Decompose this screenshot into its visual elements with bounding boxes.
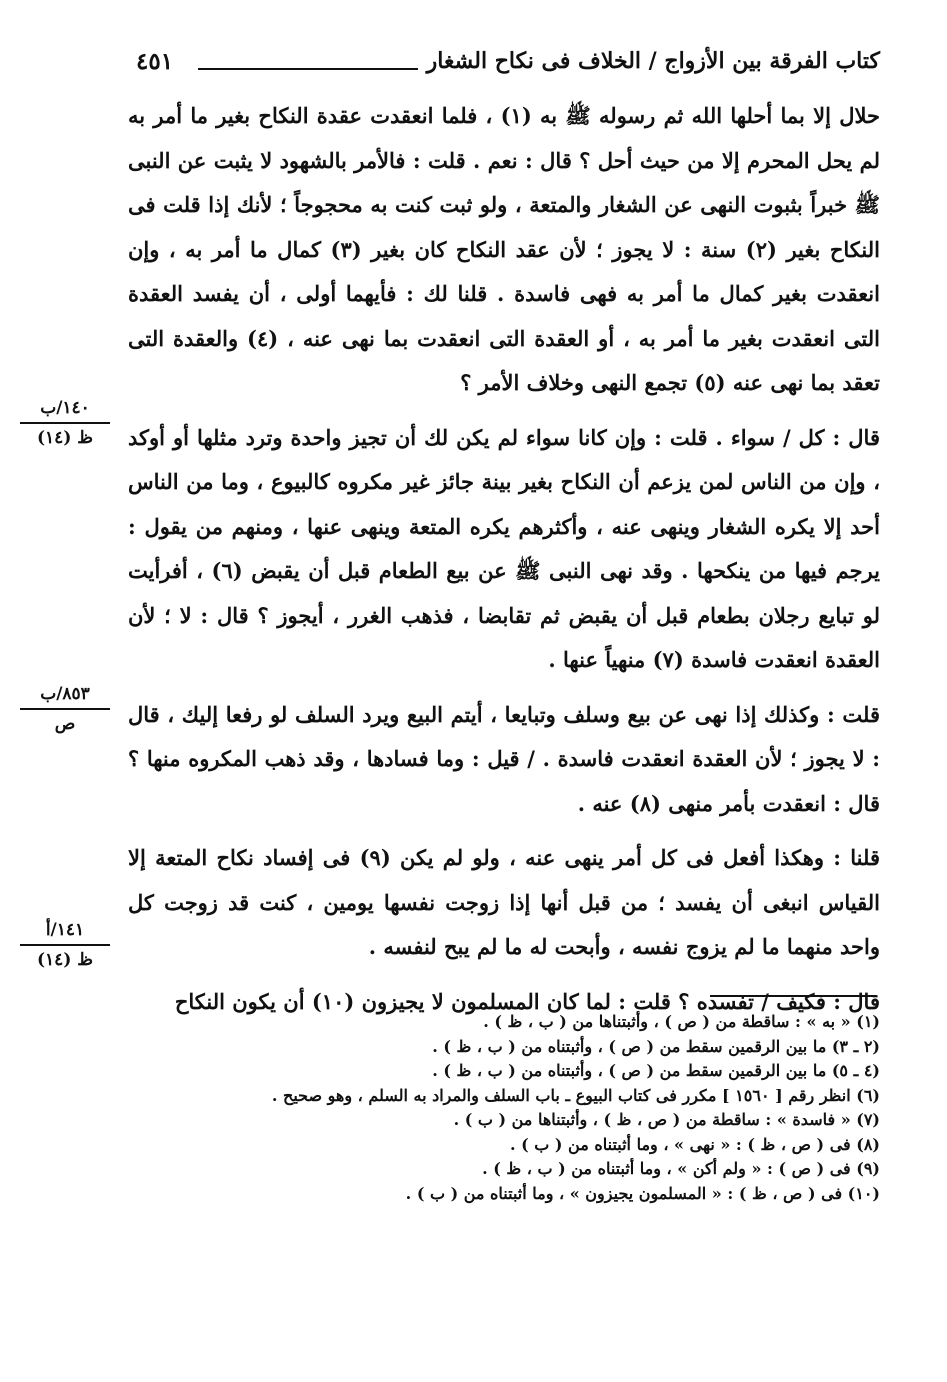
footnote: (٩) فى ( ص ) : « ولم أكن » ، وما أثبتناه من ( ب ، ظ ) . bbox=[482, 1159, 880, 1178]
folio-ref: ٨٥٣/ب bbox=[20, 682, 110, 710]
manuscript-folio-note bbox=[20, 396, 110, 450]
footnotes bbox=[150, 1010, 880, 1206]
page-header bbox=[120, 44, 880, 84]
footnote: (٢ ـ ٣) ما بين الرقمين سقط من ( ص ) ، وأثبتناه من ( ب ، ظ ) . bbox=[432, 1036, 880, 1056]
footnote-separator bbox=[710, 995, 876, 997]
manuscript-folio-note bbox=[20, 918, 110, 972]
paragraph: قلت : وكذلك إذا نهى عن بيع وسلف وتبايعا ، أيتم البيع ويرد السلف لو رفعا إليك ، قال : لا يجوز ؛ لأن العقدة انعقدت فاسدة . / قيل : وما فسادها ، وقد ذهب المكروه منها ؟ قال : انعقدت بأمر منهى (٨) عنه . bbox=[128, 701, 880, 816]
footnote: (٧) « فاسدة » : ساقطة من ( ص ، ظ ) ، وأثبتناها من ( ب ) . bbox=[453, 1110, 880, 1129]
footnote: (١٠) فى ( ص ، ظ ) : « المسلمون يجيزون » ، وما أثبتناه من ( ب ) . bbox=[405, 1183, 880, 1203]
footnote: (٤ ـ ٥) ما بين الرقمين سقط من ( ص ) ، وأثبتناه من ( ب ، ظ ) . bbox=[432, 1061, 880, 1080]
header-rule bbox=[198, 68, 418, 70]
footnote: (٦) انظر رقم [ ١٥٦٠ ] مكرر فى كتاب البيوع ـ باب السلف والمراد به السلم ، وهو صحيح . bbox=[271, 1085, 880, 1105]
manuscript-folio-note bbox=[20, 682, 110, 736]
paragraph: قال : فكيف / تفسده ؟ قلت : لما كان المسلمون لا يجيزون (١٠) أن يكون النكاح bbox=[174, 988, 880, 1014]
paragraph: قال : كل / سواء . قلت : وإن كانا سواء لم يكن لك أن تجيز واحدة وترد مثلها أو أوكد ، وإن من الناس لمن يزعم أن النكاح بغير بينة جائز غير مكروه كالبيوع ، وما من الناس أحد إلا يكره الشغار وينهى عنه ، وأكثرهم يكره المتعة وينهى عنها ، ومنهم من يقول : يرجم فيها من ينكحها . وقد نهى النبى ﷺ عن بيع الطعام قبل أن يقبض (٦) ، أفرأيت لو تبايع رجلان بطعام قبل أن يقبض ثم تقابضا ، فذهب الغرر ، أيجوز ؟ قال : لا ؛ لأن العقدة انعقدت فاسدة (٧) منهياً عنها . bbox=[128, 424, 880, 672]
running-title: كتاب الفرقة بين الأزواج / الخلاف فى نكاح الشغار bbox=[426, 48, 880, 74]
manuscript-siglum: ص bbox=[54, 714, 76, 734]
paragraph: قلنا : وهكذا أفعل فى كل أمر ينهى عنه ، ولو لم يكن (٩) فى إفساد نكاح المتعة إلا القياس انبغى أن يفسد ؛ من قبل أنها إذا زوجت نفسها يومين ، كنت قد زوجت كل واحد منهما ما لم يزوج نفسه ، وأبحت له ما لم يبح لنفسه . bbox=[128, 845, 881, 959]
footnote: (٨) فى ( ص ، ظ ) : « نهى » ، وما أثبتناه من ( ب ) . bbox=[509, 1134, 880, 1154]
footnote: (١) « به » : ساقطة من ( ص ) ، وأثبتناها من ( ب ، ظ ) . bbox=[483, 1012, 880, 1031]
folio-ref: ١٤١/أ bbox=[20, 918, 110, 946]
body-text bbox=[128, 94, 880, 1024]
manuscript-siglum: ظ (١٤) bbox=[37, 950, 93, 970]
manuscript-siglum: ظ (١٤) bbox=[37, 428, 93, 448]
paragraph: حلال إلا بما أحلها الله ثم رسوله ﷺ به (١) ، فلما انعقدت عقدة النكاح بغير ما أمر به لم يحل المحرم إلا من حيث أحل ؟ قال : نعم . قلت : فالأمر بالشهود لا يثبت عن النبى ﷺ خبراً بثبوت النهى عن الشغار والمتعة ، ولو ثبت كنت به محجوجاً ؛ لأنك إذا قلت فى النكاح بغير (٢) سنة : لا يجوز ؛ لأن عقد النكاح كان بغير (٣) كمال ما أمر به ، وإن انعقدت بغير كمال ما أمر به فهى فاسدة . قلنا لك : فأيهما أولى ، أن يفسد العقدة التى انعقدت بغير ما أمر به ، أو العقدة التى انعقدت بما نهى عنه ، (٤) والعقدة التى تعقد بما نهى عنه (٥) تجمع النهى وخلاف الأمر ؟ bbox=[128, 103, 881, 395]
page-number: ٤٥١ bbox=[136, 48, 174, 75]
folio-ref: ١٤٠/ب bbox=[20, 396, 110, 424]
